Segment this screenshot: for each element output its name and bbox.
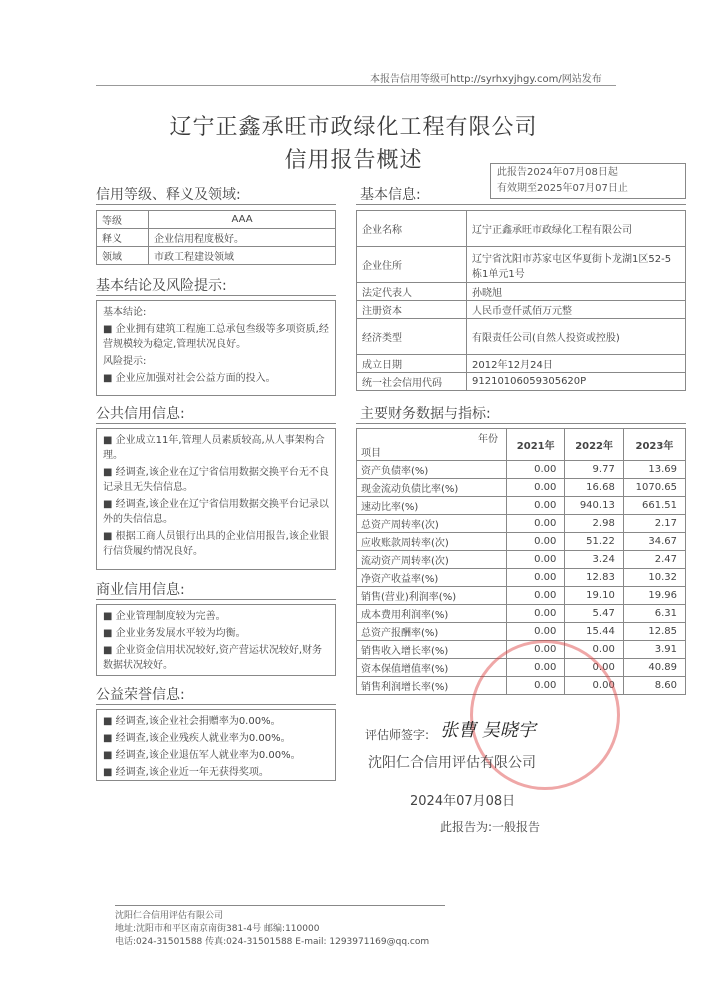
rating-table [96, 210, 336, 265]
financial-value: 19.96 [623, 587, 685, 605]
public-credit-box [96, 428, 336, 570]
info-label: 法定代表人 [357, 283, 467, 301]
commercial-credit-heading: 商业信用信息: [96, 582, 185, 598]
financial-row-label: 资本保值增值率(%) [357, 659, 507, 677]
financial-row-label: 销售(营业)利润率(%) [357, 587, 507, 605]
financial-value: 40.89 [623, 659, 685, 677]
info-value: 孙晓旭 [467, 283, 686, 301]
rating-value: AAA [149, 211, 336, 229]
financial-value: 2.98 [565, 515, 623, 533]
corner-year: 年份 [478, 434, 498, 445]
financial-value: 15.44 [565, 623, 623, 641]
info-row [357, 319, 686, 355]
financial-value: 19.10 [565, 587, 623, 605]
financial-value: 0.00 [507, 479, 565, 497]
financial-value: 2.17 [623, 515, 685, 533]
commercial-credit-text: 企业业务发展水平较为均衡。 [115, 628, 246, 639]
financial-value: 0.00 [507, 623, 565, 641]
financial-value: 12.83 [565, 569, 623, 587]
conclusion-heading: 基本结论及风险提示: [96, 278, 227, 294]
info-row [357, 373, 686, 391]
commercial-credit-text: 企业资金信用状况较好,资产营运状况较好,财务数据状况较好。 [103, 645, 322, 671]
financial-row [357, 479, 686, 497]
basic-info-table [356, 210, 686, 391]
info-label: 成立日期 [357, 355, 467, 373]
financial-value: 9.77 [565, 461, 623, 479]
analyst-signatures: 张曹 吴晓宇 [440, 720, 536, 741]
financial-row [357, 533, 686, 551]
info-value: 人民币壹仟贰佰万元整 [467, 301, 686, 319]
financial-value: 51.22 [565, 533, 623, 551]
rating-value: 市政工程建设领域 [149, 247, 336, 265]
public-honor-text: 经调查,该企业社会捐赠率为0.00%。 [115, 716, 281, 727]
conclusion-sub: 基本结论: [103, 307, 147, 318]
financial-row-label: 现金流动负债比率(%) [357, 479, 507, 497]
source-note: 本报告信用等级可http://syrhxyjhgy.com/网站发布 [370, 74, 602, 85]
financial-value: 6.31 [623, 605, 685, 623]
public-credit-heading: 公共信用信息: [96, 406, 185, 422]
financial-row [357, 551, 686, 569]
financial-value: 0.00 [507, 587, 565, 605]
info-value: 91210106059305620P [467, 373, 686, 391]
public-honor-text: 经调查,该企业残疾人就业率为0.00%。 [115, 733, 291, 744]
public-credit-item: ■ 根据工商人员银行出具的企业信用报告,该企业银行信贷履约情况良好。 [103, 531, 329, 557]
rating-row [97, 229, 336, 247]
public-honor-box [96, 709, 336, 781]
info-value: 辽宁省沈阳市苏家屯区华夏街卜龙湖1区52-5栋1单元1号 [467, 247, 686, 283]
rating-label: 领域 [97, 247, 149, 265]
financial-row-label: 销售利润增长率(%) [357, 677, 507, 695]
org-name: 沈阳仁合信用评估有限公司 [368, 755, 536, 771]
footer-contact: 电话:024-31501588 传真:024-31501588 E-mail: 1293971169@qq.com [115, 937, 430, 947]
basic-info-divider [356, 204, 686, 205]
financial-row-label: 流动资产周转率(次) [357, 551, 507, 569]
public-credit-item: ■ 经调查,该企业在辽宁省信用数据交换平台记录以外的失信信息。 [103, 499, 329, 525]
info-label: 企业名称 [357, 211, 467, 247]
financial-row [357, 569, 686, 587]
public-honor-item: ■ 经调查,该企业社会捐赠率为0.00%。 [103, 716, 281, 727]
financial-value: 0.00 [507, 497, 565, 515]
rating-label: 释义 [97, 229, 149, 247]
financial-value: 0.00 [507, 677, 565, 695]
financial-value: 13.69 [623, 461, 685, 479]
year-header: 2021年 [507, 429, 565, 461]
footer [115, 910, 429, 949]
conclusion-divider [96, 295, 336, 296]
financial-row [357, 461, 686, 479]
commercial-credit-divider [96, 599, 336, 600]
public-credit-text: 根据工商人员银行出具的企业信用报告,该企业银行信贷履约情况良好。 [103, 531, 329, 557]
info-label: 注册资本 [357, 301, 467, 319]
report-type: 此报告为:一般报告 [440, 820, 541, 834]
validity-end: 有效期至2025年07月07日止 [497, 183, 628, 194]
financial-value: 661.51 [623, 497, 685, 515]
financial-row [357, 623, 686, 641]
financial-value: 3.24 [565, 551, 623, 569]
public-honor-heading: 公益荣誉信息: [96, 687, 185, 703]
financial-value: 0.00 [565, 677, 623, 695]
risk-label: 风险提示: [103, 356, 147, 367]
financial-value: 0.00 [507, 569, 565, 587]
financial-row-label: 净资产收益率(%) [357, 569, 507, 587]
conclusion-item: ■ 企业应加强对社会公益方面的投入。 [103, 373, 276, 384]
financial-value: 0.00 [507, 533, 565, 551]
report-title: 信用报告概述 [284, 148, 423, 173]
info-label: 经济类型 [357, 319, 467, 355]
financial-value: 12.85 [623, 623, 685, 641]
commercial-credit-item: ■ 企业管理制度较为完善。 [103, 611, 226, 622]
rating-heading: 信用等级、释义及领域: [96, 187, 241, 203]
financial-row [357, 605, 686, 623]
public-credit-text: 经调查,该企业在辽宁省信用数据交换平台记录以外的失信信息。 [103, 499, 329, 525]
financial-value: 0.00 [565, 641, 623, 659]
financial-row-label: 资产负债率(%) [357, 461, 507, 479]
year-header: 2022年 [565, 429, 623, 461]
footer-org: 沈阳仁合信用评估有限公司 [115, 911, 224, 921]
rating-label: 等级 [97, 211, 149, 229]
public-honor-item: ■ 经调查,该企业残疾人就业率为0.00%。 [103, 733, 291, 744]
financial-row [357, 497, 686, 515]
financial-value: 2.47 [623, 551, 685, 569]
validity-box [490, 163, 686, 199]
corner-cell [357, 429, 507, 461]
info-value: 辽宁正鑫承旺市政绿化工程有限公司 [467, 211, 686, 247]
financial-row-label: 总资产报酬率(%) [357, 623, 507, 641]
financial-value: 0.00 [507, 551, 565, 569]
public-credit-text: 企业成立11年,管理人员素质较高,从人事架构合理。 [103, 435, 325, 461]
financial-header-row [357, 429, 686, 461]
financial-heading: 主要财务数据与指标: [360, 406, 491, 422]
conclusion-box [96, 300, 336, 396]
sign-date: 2024年07月08日 [410, 794, 516, 809]
financial-row-label: 成本费用利润率(%) [357, 605, 507, 623]
financial-row-label: 总资产周转率(次) [357, 515, 507, 533]
info-value: 有限责任公司(自然人投资或控股) [467, 319, 686, 355]
public-honor-divider [96, 704, 336, 705]
validity-start: 此报告2024年07月08日起 [497, 167, 618, 178]
public-credit-text: 经调查,该企业在辽宁省信用数据交换平台无不良记录且无失信信息。 [103, 467, 329, 493]
header-divider [96, 85, 616, 86]
financial-value: 940.13 [565, 497, 623, 515]
info-row [357, 211, 686, 247]
commercial-credit-text: 企业管理制度较为完善。 [115, 611, 226, 622]
conclusion-text: 企业拥有建筑工程施工总承包叁级等多项资质,经营规模较为稳定,管理状况良好。 [103, 324, 329, 350]
footer-divider [115, 905, 445, 906]
basic-info-heading: 基本信息: [360, 187, 421, 203]
financial-value: 10.32 [623, 569, 685, 587]
financial-value: 0.00 [507, 515, 565, 533]
financial-row [357, 515, 686, 533]
rating-row [97, 247, 336, 265]
public-honor-item: ■ 经调查,该企业退伍军人就业率为0.00%。 [103, 750, 301, 761]
company-title: 辽宁正鑫承旺市政绿化工程有限公司 [169, 115, 538, 140]
financial-value: 0.00 [565, 659, 623, 677]
corner-item: 项目 [361, 448, 381, 459]
financial-divider [356, 423, 686, 424]
financial-value: 34.67 [623, 533, 685, 551]
rating-value: 企业信用程度极好。 [149, 229, 336, 247]
info-label: 企业住所 [357, 247, 467, 283]
financial-value: 0.00 [507, 461, 565, 479]
financial-value: 16.68 [565, 479, 623, 497]
financial-value: 8.60 [623, 677, 685, 695]
conclusion-text: 企业应加强对社会公益方面的投入。 [115, 373, 276, 384]
footer-address: 地址:沈阳市和平区南京南街381-4号 邮编:110000 [115, 924, 320, 934]
public-credit-divider [96, 423, 336, 424]
financial-value: 1070.65 [623, 479, 685, 497]
public-honor-text: 经调查,该企业近一年无获得奖项。 [115, 767, 269, 778]
commercial-credit-item: ■ 企业资金信用状况较好,资产营运状况较好,财务数据状况较好。 [103, 645, 322, 671]
public-honor-item: ■ 经调查,该企业近一年无获得奖项。 [103, 767, 269, 778]
financial-value: 3.91 [623, 641, 685, 659]
info-label: 统一社会信用代码 [357, 373, 467, 391]
public-credit-item: ■ 企业成立11年,管理人员素质较高,从人事架构合理。 [103, 435, 325, 461]
financial-row-label: 速动比率(%) [357, 497, 507, 515]
public-honor-text: 经调查,该企业退伍军人就业率为0.00%。 [115, 750, 301, 761]
financial-value: 0.00 [507, 605, 565, 623]
info-value: 2012年12月24日 [467, 355, 686, 373]
financial-value: 0.00 [507, 641, 565, 659]
commercial-credit-box [96, 604, 336, 676]
info-row [357, 283, 686, 301]
commercial-credit-item: ■ 企业业务发展水平较为均衡。 [103, 628, 246, 639]
info-row [357, 247, 686, 283]
analyst-label: 评估师签字: [365, 728, 430, 742]
financial-row-label: 应收账款周转率(次) [357, 533, 507, 551]
rating-divider [96, 204, 336, 205]
financial-row [357, 587, 686, 605]
info-row [357, 355, 686, 373]
financial-value: 0.00 [507, 659, 565, 677]
financial-value: 5.47 [565, 605, 623, 623]
conclusion-item: ■ 企业拥有建筑工程施工总承包叁级等多项资质,经营规模较为稳定,管理状况良好。 [103, 324, 329, 350]
rating-row [97, 211, 336, 229]
info-row [357, 301, 686, 319]
financial-row-label: 销售收入增长率(%) [357, 641, 507, 659]
year-header: 2023年 [623, 429, 685, 461]
public-credit-item: ■ 经调查,该企业在辽宁省信用数据交换平台无不良记录且无失信信息。 [103, 467, 329, 493]
